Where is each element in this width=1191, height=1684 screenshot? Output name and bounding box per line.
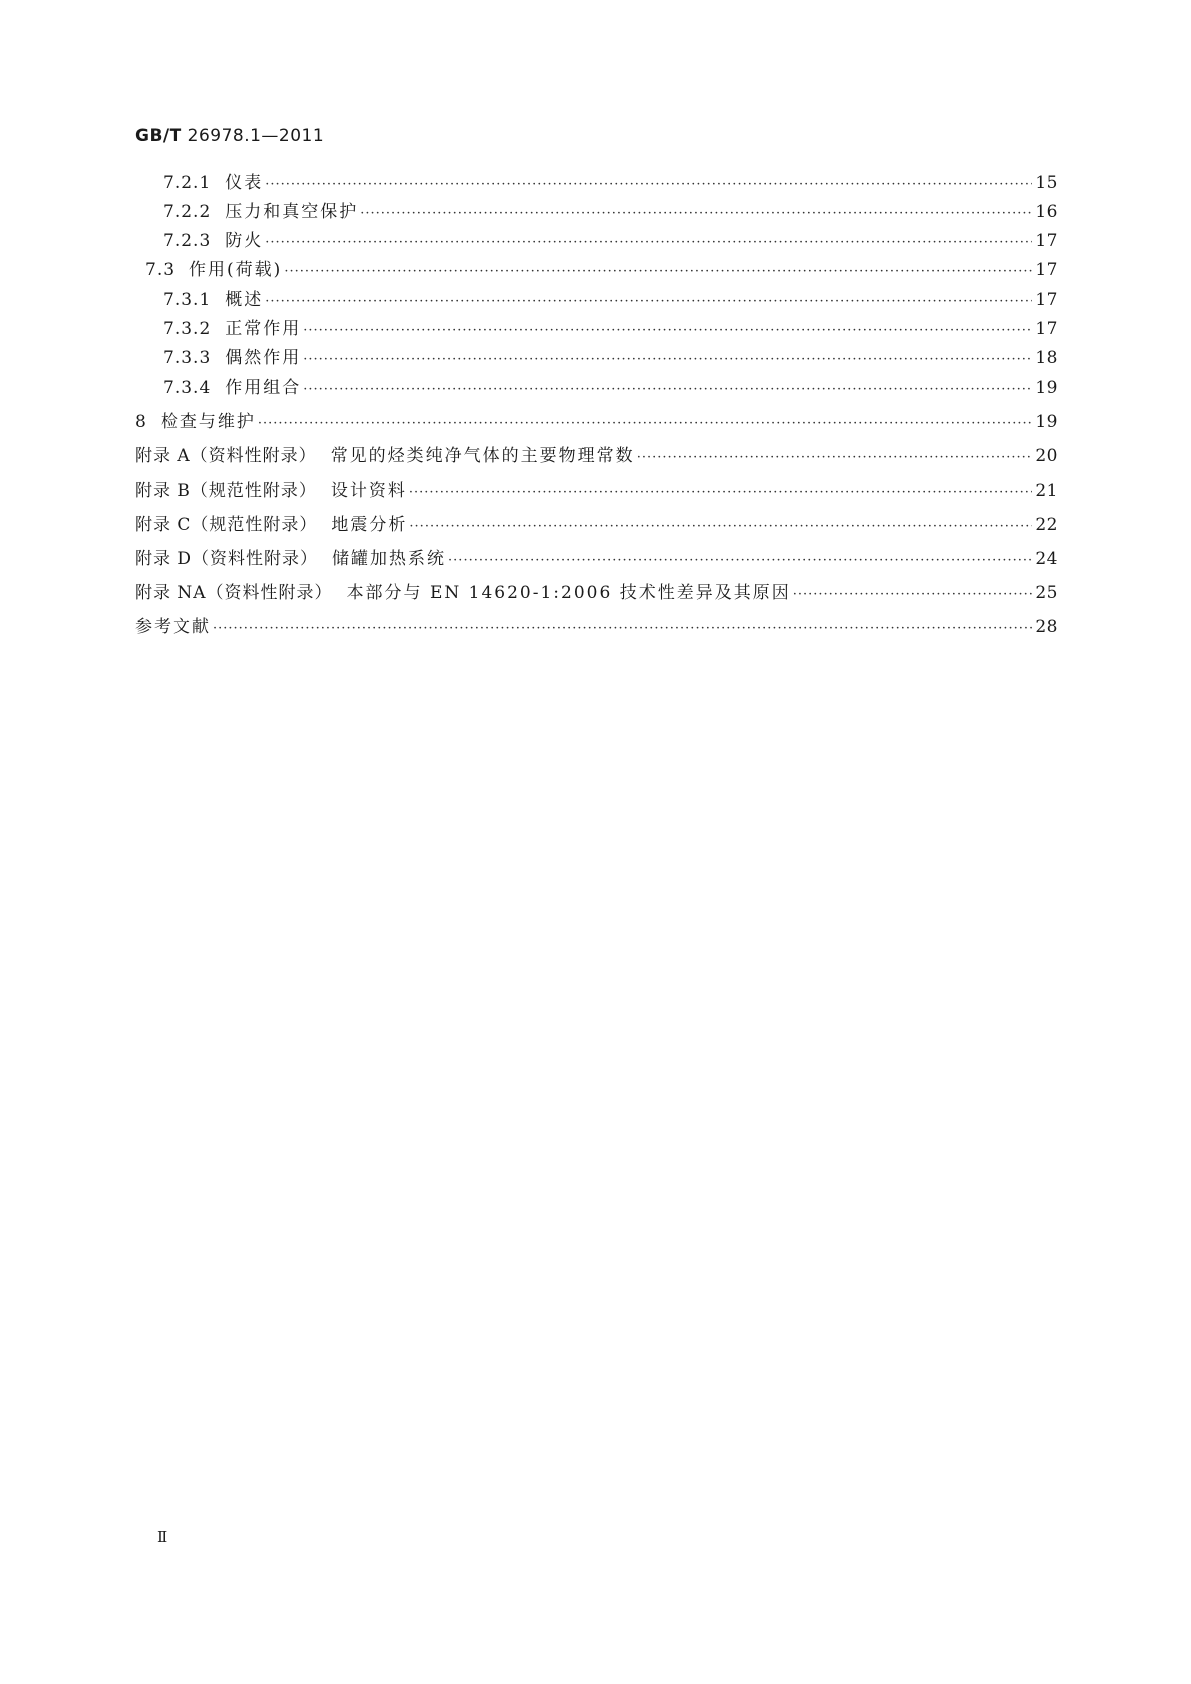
toc-entry-page: 21 xyxy=(1035,481,1058,501)
toc-entry-title: 正常作用 xyxy=(225,319,302,339)
standard-code: GB/T xyxy=(135,126,182,146)
toc-entry-number: 附录 A（资料性附录） xyxy=(135,446,317,466)
toc-entry-title: 偶然作用 xyxy=(225,348,302,368)
toc-entry-number: 附录 B（规范性附录） xyxy=(135,481,317,501)
toc-entry[interactable] xyxy=(135,407,1058,433)
toc-entry-title: 作用组合 xyxy=(225,378,302,398)
toc-entry-title: 参考文献 xyxy=(135,617,211,637)
toc-leader-dots xyxy=(637,450,1032,465)
toc-entry-title: 常见的烃类纯净气体的主要物理常数 xyxy=(330,446,635,466)
toc-leader-dots xyxy=(213,621,1032,636)
toc-entry-number: 附录 C（规范性附录） xyxy=(135,515,318,535)
toc-entry-number: 7.2.1 xyxy=(163,173,212,193)
toc-entry-number: 附录 NA（资料性附录） xyxy=(135,583,333,603)
toc-leader-dots xyxy=(265,294,1032,309)
toc-entry[interactable] xyxy=(163,226,1058,252)
toc-entry-annex-a[interactable] xyxy=(135,441,1058,467)
toc-entry-page: 17 xyxy=(1035,319,1058,339)
toc-leader-dots xyxy=(265,235,1032,250)
toc-entry-title: 地震分析 xyxy=(331,515,408,535)
toc-entry-number: 7.3.3 xyxy=(163,348,212,368)
toc-entry-title: 设计资料 xyxy=(330,481,407,501)
toc-entry-title: 储罐加热系统 xyxy=(332,549,447,569)
toc-entry-annex-c[interactable] xyxy=(135,510,1058,536)
toc-leader-dots xyxy=(265,177,1032,192)
toc-entry-number: 7.2.2 xyxy=(163,202,212,222)
toc-leader-dots xyxy=(409,519,1032,534)
toc-entry-title: 压力和真空保护 xyxy=(225,202,359,222)
document-header xyxy=(135,126,324,146)
page-number-roman: Ⅱ xyxy=(157,1528,168,1546)
toc-entry[interactable] xyxy=(163,168,1058,194)
toc-entry-number: 7.3.1 xyxy=(163,290,212,310)
toc-leader-dots xyxy=(303,352,1032,367)
toc-entry-page: 18 xyxy=(1035,348,1058,368)
toc-entry-page: 15 xyxy=(1035,173,1058,193)
toc-entry[interactable] xyxy=(163,285,1058,311)
toc-entry-number: 7.3.2 xyxy=(163,319,212,339)
toc-leader-dots xyxy=(448,553,1032,568)
toc-entry-page: 24 xyxy=(1035,549,1058,569)
toc-entry-page: 19 xyxy=(1035,378,1058,398)
toc-leader-dots xyxy=(303,323,1032,338)
toc-leader-dots xyxy=(409,485,1032,500)
toc-leader-dots xyxy=(258,416,1032,431)
toc-entry-title: 防火 xyxy=(225,231,264,251)
toc-entry-annex-na[interactable] xyxy=(135,578,1058,604)
toc-entry-title: 仪表 xyxy=(225,173,264,193)
standard-number: 26978.1—2011 xyxy=(187,126,325,146)
toc-entry-title: 作用(荷载) xyxy=(189,260,283,280)
toc-entry-annex-d[interactable] xyxy=(135,544,1058,570)
toc-entry-bibliography[interactable] xyxy=(135,612,1058,638)
toc-leader-dots xyxy=(303,382,1032,397)
toc-entry-page: 17 xyxy=(1035,260,1058,280)
toc-entry-page: 17 xyxy=(1035,290,1058,310)
toc-leader-dots xyxy=(793,587,1032,602)
toc-entry-page: 25 xyxy=(1035,583,1058,603)
toc-entry-page: 20 xyxy=(1035,446,1058,466)
toc-entry[interactable] xyxy=(163,314,1058,340)
toc-entry-number: 附录 D（资料性附录） xyxy=(135,549,319,569)
toc-entry-page: 28 xyxy=(1035,617,1058,637)
toc-entry[interactable] xyxy=(145,255,1058,281)
toc-entry[interactable] xyxy=(163,373,1058,399)
toc-entry-annex-b[interactable] xyxy=(135,476,1058,502)
toc-leader-dots xyxy=(284,264,1032,279)
toc-entry-page: 17 xyxy=(1035,231,1058,251)
toc-entry-number: 8 xyxy=(135,412,147,432)
toc-entry-number: 7.3.4 xyxy=(163,378,212,398)
toc-entry-page: 22 xyxy=(1035,515,1058,535)
toc-entry[interactable] xyxy=(163,197,1058,223)
toc-entry[interactable] xyxy=(163,343,1058,369)
toc-entry-number: 7.3 xyxy=(145,260,176,280)
toc-leader-dots xyxy=(360,206,1032,221)
toc-entry-page: 19 xyxy=(1035,412,1058,432)
toc-entry-number: 7.2.3 xyxy=(163,231,212,251)
toc-entry-title: 概述 xyxy=(225,290,264,310)
toc-entry-title: 本部分与 EN 14620-1:2006 技术性差异及其原因 xyxy=(346,583,791,603)
toc-entry-page: 16 xyxy=(1035,202,1058,222)
toc-entry-title: 检查与维护 xyxy=(160,412,256,432)
